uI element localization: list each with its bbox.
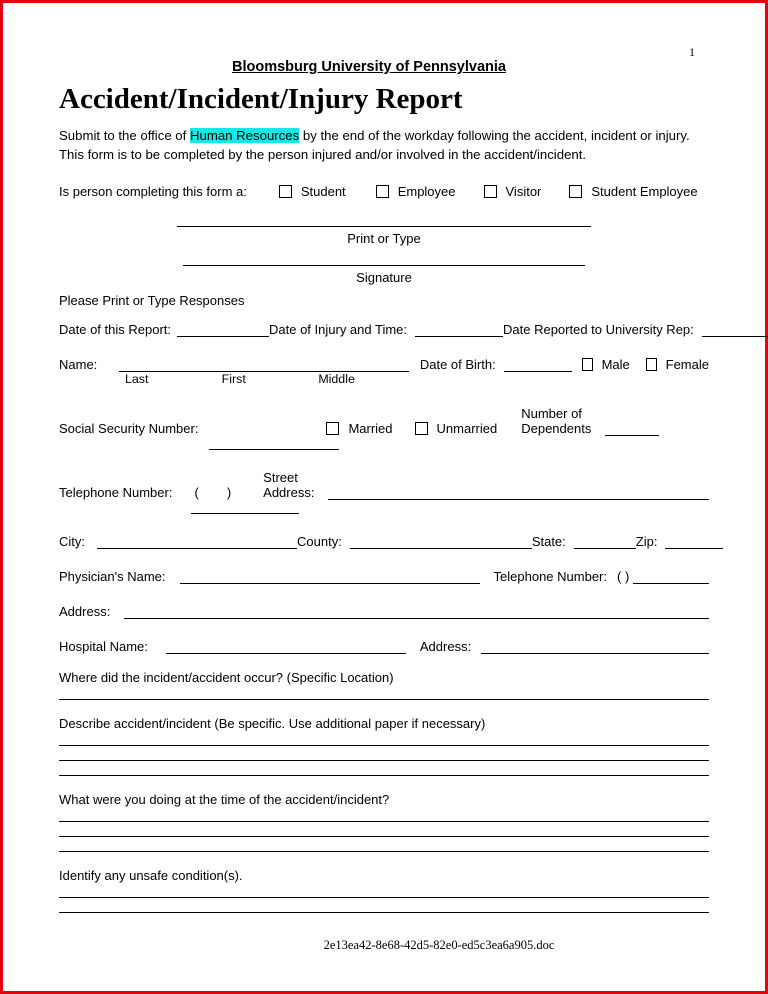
intro-text-before: Submit to the office of — [59, 128, 190, 143]
question-describe-answer-line-2[interactable] — [59, 759, 709, 761]
name-row — [59, 357, 709, 372]
institution-name: Bloomsburg University of Pennsylvania — [232, 59, 506, 75]
phone-input-row — [59, 500, 709, 514]
name-sublabels — [125, 372, 415, 386]
state-input[interactable] — [574, 535, 636, 549]
intro-highlight: Human Resources — [189, 128, 300, 143]
name-label: Name: — [59, 357, 98, 373]
question-unsafe-label: Identify any unsafe condition(s). — [59, 868, 243, 884]
physician-row — [59, 569, 709, 584]
question-unsafe-answer-line-1[interactable] — [59, 896, 709, 898]
unmarried-label: Unmarried — [436, 421, 498, 437]
phone-address-row — [59, 470, 709, 500]
date-of-birth-input[interactable] — [504, 358, 572, 372]
city-input[interactable] — [97, 535, 297, 549]
checkbox-student-employee[interactable] — [569, 185, 582, 198]
date-reported-label: Date Reported to University Rep: — [503, 322, 694, 338]
role-option-student-employee: Student Employee — [591, 184, 698, 200]
physician-phone-paren: ( ) — [617, 569, 630, 585]
please-print-note: Please Print or Type Responses — [59, 293, 245, 309]
address-input[interactable] — [124, 605, 709, 619]
street-address-input[interactable] — [328, 486, 709, 500]
ssn-input[interactable] — [209, 436, 339, 450]
print-or-type-caption: Print or Type — [347, 231, 421, 247]
signature-caption: Signature — [356, 270, 412, 286]
ssn-input-row — [59, 436, 709, 450]
print-or-type-block — [59, 225, 709, 246]
phone-paren-open: ( — [194, 485, 199, 501]
county-label: County: — [297, 534, 342, 550]
role-option-visitor: Visitor — [505, 184, 542, 200]
question-describe-answer-line-1[interactable] — [59, 744, 709, 746]
zip-input[interactable] — [665, 535, 723, 549]
checkbox-unmarried[interactable] — [415, 422, 428, 435]
zip-label: Zip: — [635, 534, 658, 550]
question-unsafe-answer-line-2[interactable] — [59, 911, 709, 913]
ssn-label: Social Security Number: — [59, 421, 199, 437]
hospital-row — [59, 639, 709, 654]
physician-input[interactable] — [180, 570, 480, 584]
physician-telephone-label: Telephone Number: — [493, 569, 607, 585]
hospital-input[interactable] — [166, 640, 406, 654]
role-option-student: Student — [300, 184, 346, 200]
street-address-line1: Street — [263, 470, 298, 486]
date-of-birth-label: Date of Birth: — [419, 357, 496, 373]
hospital-address-input[interactable] — [481, 640, 709, 654]
telephone-input[interactable] — [191, 500, 299, 514]
city-row — [59, 534, 709, 549]
role-question-row — [59, 184, 709, 199]
dependents-label-line1: Number of — [521, 406, 582, 422]
signature-input[interactable] — [183, 264, 585, 266]
signature-block — [59, 264, 709, 285]
date-of-injury-label: Date of Injury and Time: — [269, 322, 408, 338]
name-sublabel-middle: Middle — [318, 372, 355, 387]
question-doing-answer-line-1[interactable] — [59, 820, 709, 822]
county-input[interactable] — [350, 535, 532, 549]
date-reported-input[interactable] — [702, 323, 768, 337]
state-label: State: — [531, 534, 566, 550]
question-doing-label: What were you doing at the time of the accident/incident? — [59, 792, 390, 808]
date-of-report-label: Date of this Report: — [59, 322, 171, 338]
street-address-line2: Address: — [263, 485, 315, 501]
physician-telephone-input[interactable] — [633, 570, 709, 584]
name-input[interactable] — [119, 358, 409, 372]
gender-male-label: Male — [601, 357, 630, 373]
address-row — [59, 604, 709, 619]
checkbox-student[interactable] — [279, 185, 292, 198]
ssn-row — [59, 406, 709, 436]
hospital-address-label: Address: — [419, 639, 472, 655]
married-label: Married — [348, 421, 393, 437]
intro-paragraph — [59, 126, 709, 164]
telephone-label: Telephone Number: — [59, 485, 173, 501]
physician-label: Physician's Name: — [59, 569, 166, 585]
hospital-label: Hospital Name: — [59, 639, 148, 655]
gender-female-label: Female — [665, 357, 709, 373]
checkbox-female[interactable] — [646, 358, 656, 371]
checkbox-male[interactable] — [582, 358, 592, 371]
checkbox-visitor[interactable] — [484, 185, 497, 198]
form-sheet — [3, 3, 765, 991]
question-describe-answer-line-3[interactable] — [59, 774, 709, 776]
document-footer: 2e13ea42-8e68-42d5-82e0-ed5c3ea6a905.doc — [323, 938, 555, 952]
dependents-label-line2: Dependents — [521, 421, 592, 437]
page-title: Accident/Incident/Injury Report — [59, 83, 463, 115]
name-sublabel-last: Last — [125, 372, 149, 387]
role-option-employee: Employee — [397, 184, 456, 200]
checkbox-married[interactable] — [326, 422, 339, 435]
page-number: 1 — [689, 45, 695, 59]
question-location-label: Where did the incident/accident occur? (Specific Location) — [59, 670, 394, 686]
role-question-label: Is person completing this form a: — [59, 184, 247, 200]
dependents-input[interactable] — [605, 422, 659, 436]
date-of-report-input[interactable] — [177, 323, 269, 337]
street-address-label — [263, 470, 314, 500]
city-label: City: — [59, 534, 85, 550]
intro-line2: This form is to be completed by the person injured and/or involved in the accident/incident. — [59, 147, 587, 163]
name-sublabel-first: First — [221, 372, 246, 387]
checkbox-employee[interactable] — [376, 185, 389, 198]
dependents-label — [521, 406, 591, 436]
question-describe-label: Describe accident/incident (Be specific. Use additional paper if necessary) — [59, 716, 486, 732]
question-doing-answer-line-3[interactable] — [59, 850, 709, 852]
print-or-type-input[interactable] — [177, 225, 591, 227]
date-of-injury-input[interactable] — [415, 323, 503, 337]
address-label: Address: — [59, 604, 111, 620]
intro-text-after: by the end of the workday following the accident, incident or injury. — [299, 128, 690, 143]
report-dates-row — [59, 322, 709, 337]
question-doing-answer-line-2[interactable] — [59, 835, 709, 837]
phone-paren-close: ) — [226, 485, 232, 501]
question-location-answer-line-1[interactable] — [59, 698, 709, 700]
